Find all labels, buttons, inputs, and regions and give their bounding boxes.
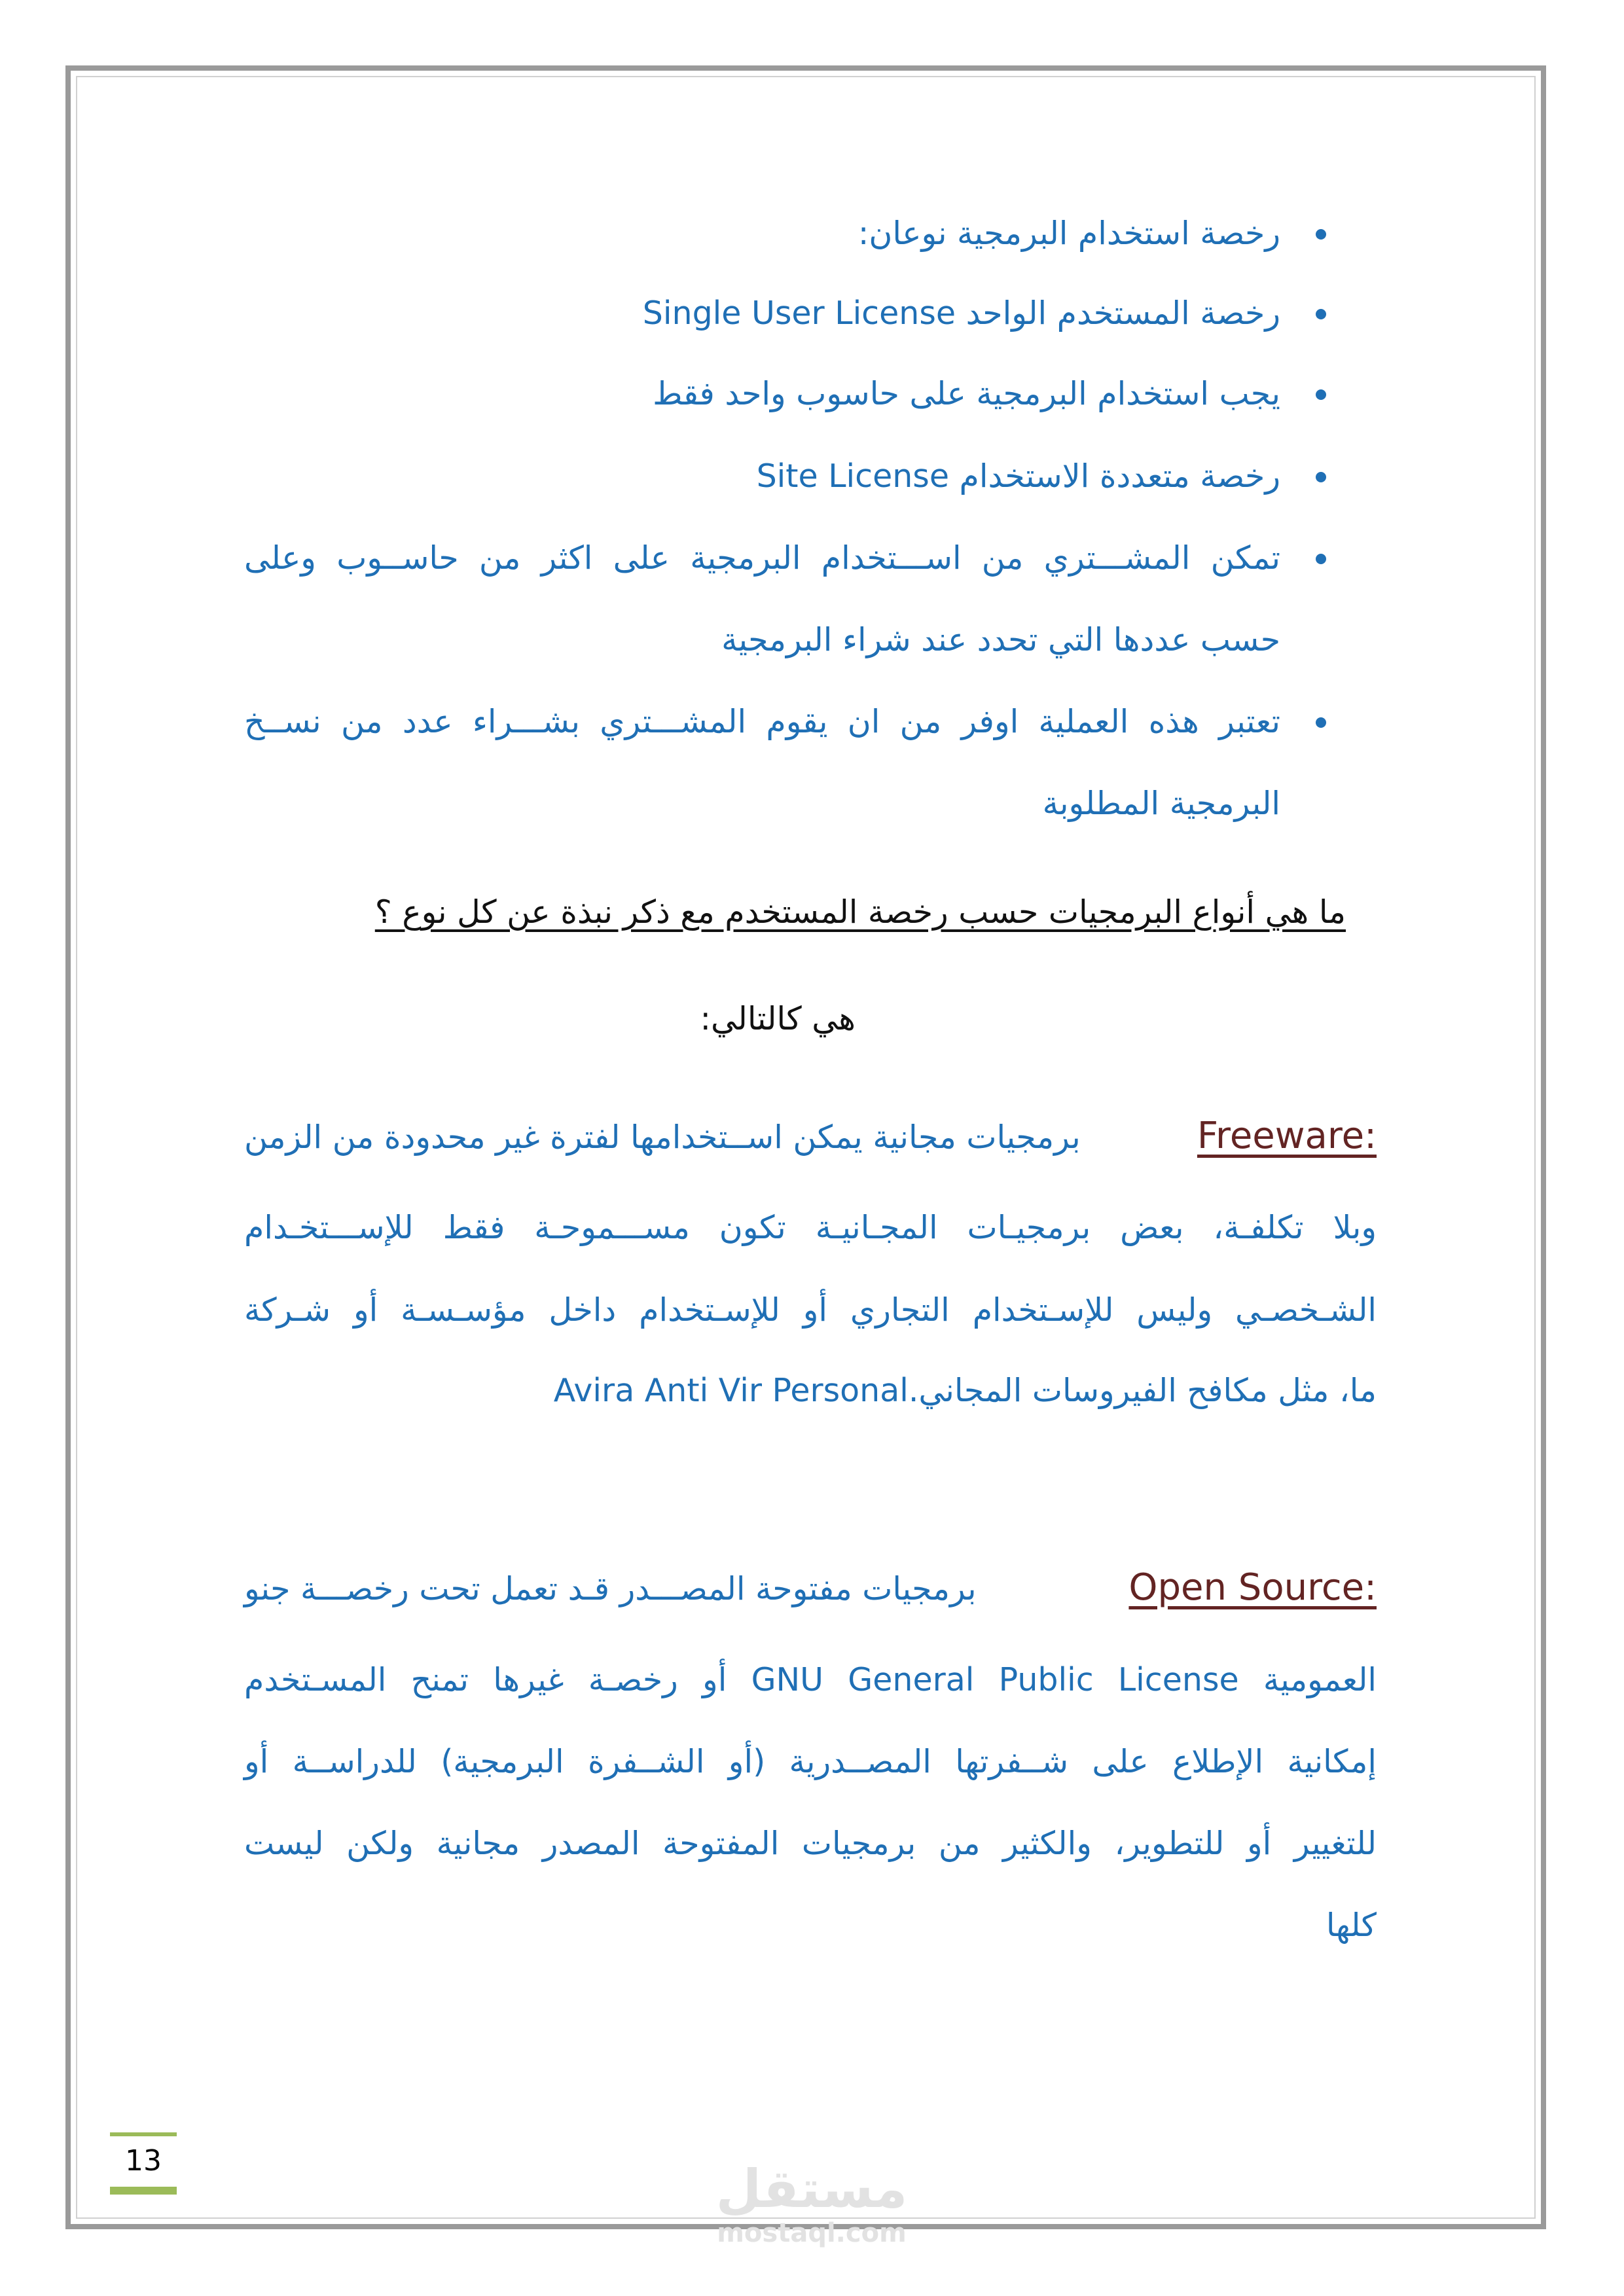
freeware-text: وبلا تكلفـة، بعض برمجيـات المجـانيـة تكون مســـموحـة فقط للإســـتخـدام (244, 1209, 1377, 1246)
open-source-line (244, 1566, 1377, 1609)
bullet-icon (1316, 389, 1326, 400)
watermark-logo (707, 2160, 916, 2248)
open-source-text: إمكانية الإطلاع على شــفرتها المصــدرية (أو الشــفرة البرمجية) للدراســة أو (244, 1743, 1377, 1780)
open-source-text: للتغيير أو للتطوير، والكثير من برمجيات المفتوحة المصدر مجانية ولكن ليست (244, 1825, 1377, 1862)
bullet-item-continued: البرمجية المطلوبة (1042, 785, 1280, 822)
open-source-text: كلها (1326, 1907, 1377, 1944)
bullet-item: يجب استخدام البرمجية على حاسوب واحد فقط (653, 375, 1280, 412)
freeware-text: ما، مثل مكافح الفيروسات المجاني.Avira Anti Vir Personal (553, 1372, 1377, 1409)
watermark-arabic: مستقل (715, 2159, 908, 2219)
freeware-text: الشـخصـي وليس للإسـتخدام التجاري أو للإسـتخدام داخل مؤسـسـة أو شـركة (244, 1291, 1377, 1329)
bullet-icon (1316, 229, 1326, 240)
bullet-icon (1316, 554, 1326, 564)
bullet-icon (1316, 309, 1326, 319)
bullet-item: تمكن المشـــتري من اســـتخدام البرمجية على اكثر من حاســوب وعلى (244, 539, 1280, 577)
bullet-item: رخصة استخدام البرمجية نوعان: (857, 215, 1280, 252)
open-source-text: العمومية GNU General Public License أو رخصـة غيرها تمنح المسـتخدم (244, 1661, 1377, 1698)
bullet-icon (1316, 472, 1326, 482)
question-heading: ما هي أنواع البرمجيات حسب رخصة المستخدم مع ذكر نبذة عن كل نوع ؟ (374, 893, 1346, 931)
open-source-term: Open Source: (1128, 1566, 1377, 1609)
bullet-item: تعتبر هذه العملية اوفر من ان يقوم المشـــتري بشـــراء عدد من نســخ (244, 703, 1280, 740)
freeware-text: برمجيات مجانية يمكن اســتخدامها لفترة غير محدودة من الزمن (244, 1119, 1081, 1156)
open-source-text: برمجيات مفتوحة المصـــدر قـد تعمل تحت رخصـــة جنو (244, 1570, 977, 1607)
answer-intro: هي كالتالي: (700, 1000, 856, 1037)
bullet-item: رخصة المستخدم الواحد Single User License (642, 295, 1280, 332)
freeware-term: Freeware: (1197, 1115, 1377, 1157)
bullet-item-continued: حسب عددها التي تحدد عند شراء البرمجية (721, 621, 1280, 658)
page-number: 13 (110, 2132, 177, 2195)
bullet-item: رخصة متعددة الاستخدام Site License (756, 457, 1280, 495)
watermark-latin: mostaql.com (717, 2218, 907, 2248)
freeware-line (244, 1115, 1377, 1157)
bullet-icon (1316, 717, 1326, 728)
